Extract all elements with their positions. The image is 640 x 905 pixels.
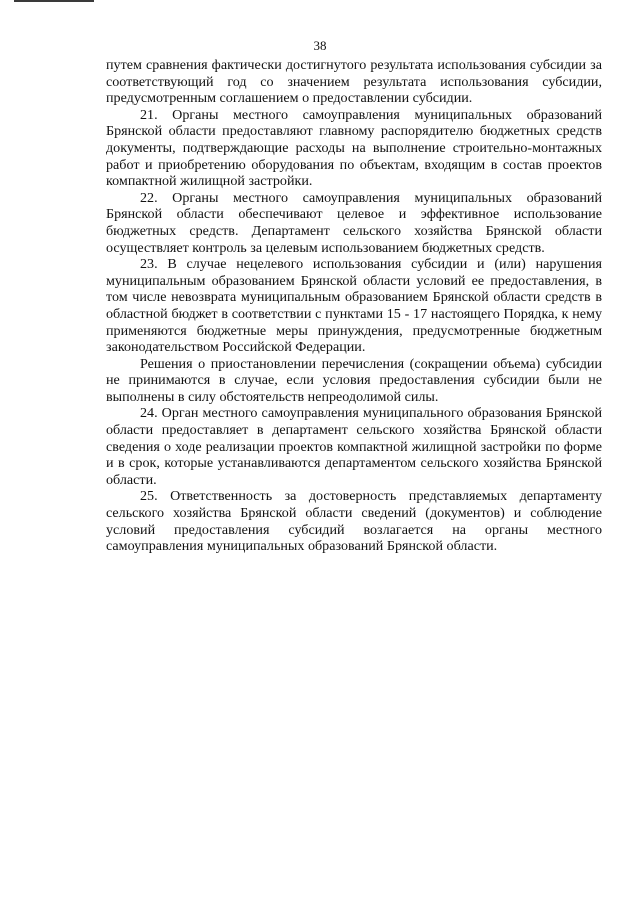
paragraph-23: 23. В случае нецелевого использования субсидии и (или) нарушения муниципальным образованием Брянской области условий ее предоставления, в том числе невозврата муниципальным образованием Брянской области средств в областной бюджет в соответствии с пунктами 15 - 17 настоящего Порядка, к нему применяются бюджетные меры принуждения, предусмотренные бюджетным законодательством Российской Федерации. xyxy=(106,256,602,356)
paragraph-23-decisions: Решения о приостановлении перечисления (сокращении объема) субсидии не принимаются в случае, если условия предоставления субсидии были не выполнены в силу обстоятельств непреодолимой силы. xyxy=(106,355,602,405)
top-rule xyxy=(14,0,94,2)
document-body xyxy=(106,57,602,555)
page-number: 38 xyxy=(313,38,327,53)
paragraph-24: 24. Орган местного самоуправления муниципального образования Брянской области предоставляет в департамент сельского хозяйства Брянской области сведения о ходе реализации проектов компактной жилищной застройки по форме и в срок, которые устанавливаются департаментом сельского хозяйства Брянской области. xyxy=(106,405,602,488)
paragraph-21: 21. Органы местного самоуправления муниципальных образований Брянской области предоставляют главному распорядителю бюджетных средств документы, подтверждающие расходы на выполнение строительно-монтажных работ и приобретению оборудования по объектам, входящим в состав проектов компактной жилищной застройки. xyxy=(106,106,602,190)
paragraph-22: 22. Органы местного самоуправления муниципальных образований Брянской области обеспечивают целевое и эффективное использование бюджетных средств. Департамент сельского хозяйства Брянской области осуществляет контроль за целевым использованием бюджетных средств. xyxy=(106,189,602,256)
paragraph-25: 25. Ответственность за достоверность представляемых департаменту сельского хозяйства Брянской области сведений (документов) и соблюдение условий предоставления субсидий возлагается на органы местного самоуправления муниципальных образований Брянской области. xyxy=(106,488,602,555)
paragraph-continuation: путем сравнения фактически достигнутого результата использования субсидии за соответствующий год со значением результата использования субсидии, предусмотренным соглашением о предоставлении субсидии. xyxy=(106,57,602,107)
